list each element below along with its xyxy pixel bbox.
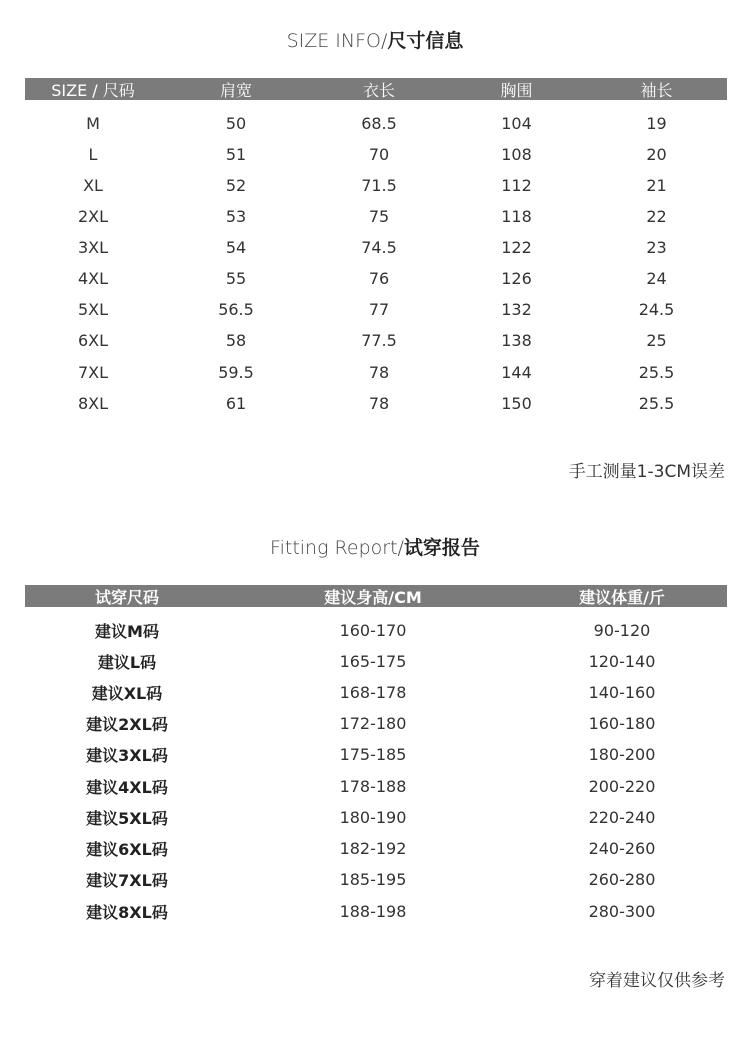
size-cell: 5XL: [77, 299, 109, 319]
fit-height-cell: 188-198: [339, 901, 407, 921]
table-row: [25, 297, 727, 321]
table-row: [25, 680, 727, 704]
chest-cell: 132: [501, 299, 532, 319]
fit-weight-cell: 200-220: [588, 776, 656, 796]
size-header-size: SIZE / 尺码: [51, 80, 135, 100]
fit-weight-cell: 280-300: [588, 901, 656, 921]
sleeve-cell: 22: [646, 206, 667, 226]
size-header-shoulder: 肩宽: [219, 80, 252, 100]
size-cell: 4XL: [77, 268, 109, 288]
table-row: [25, 899, 727, 923]
size-cell: M: [86, 113, 100, 133]
sleeve-cell: 19: [646, 113, 667, 133]
chest-cell: 104: [501, 113, 532, 133]
shoulder-cell: 54: [225, 237, 247, 257]
fitting-header-size: 试穿尺码: [94, 587, 159, 607]
length-cell: 68.5: [361, 113, 397, 133]
table-row: [25, 391, 727, 415]
table-row: [25, 742, 727, 766]
length-cell: 78: [368, 362, 390, 382]
table-row: [25, 328, 727, 352]
fit-weight-cell: 180-200: [588, 744, 656, 764]
size-info-title: [0, 26, 750, 53]
size-cell: XL: [83, 175, 103, 195]
fitting-header-weight: 建议体重/斤: [579, 587, 665, 607]
length-cell: 78: [368, 393, 390, 413]
shoulder-cell: 56.5: [218, 299, 254, 319]
fitting-report-title-en: Fitting Report/: [270, 537, 404, 559]
table-row: [25, 867, 727, 891]
size-info-title-en: SIZE INFO/: [286, 30, 388, 52]
shoulder-cell: 59.5: [218, 362, 254, 382]
length-cell: 76: [368, 268, 390, 288]
fitting-report-title-zh: 试穿报告: [403, 537, 480, 559]
fitting-report-title: [0, 533, 750, 560]
sleeve-cell: 21: [646, 175, 667, 195]
size-header-chest: 胸围: [500, 80, 533, 100]
fit-size-cell: 建议6XL码: [86, 839, 168, 859]
size-cell: L: [88, 144, 98, 164]
fit-weight-cell: 140-160: [588, 682, 656, 702]
fit-weight-cell: 120-140: [588, 651, 656, 671]
size-table-header: [25, 78, 727, 100]
chest-cell: 122: [501, 237, 532, 257]
fit-size-cell: 建议4XL码: [86, 777, 168, 797]
sleeve-cell: 25: [646, 330, 667, 350]
length-cell: 75: [368, 206, 390, 226]
table-row: [25, 111, 727, 135]
table-row: [25, 204, 727, 228]
chest-cell: 112: [501, 175, 532, 195]
length-cell: 77: [368, 299, 390, 319]
fit-size-cell: 建议5XL码: [86, 808, 168, 828]
measurement-note: 手工测量1-3CM误差: [568, 462, 725, 482]
table-row: [25, 774, 727, 798]
sleeve-cell: 25.5: [638, 362, 675, 382]
fit-height-cell: 168-178: [339, 682, 407, 702]
fitting-note: 穿着建议仅供参考: [589, 971, 725, 991]
size-header-length: 衣长: [362, 80, 395, 100]
fit-size-cell: 建议7XL码: [86, 870, 168, 890]
fit-size-cell: 建议3XL码: [86, 745, 168, 765]
size-header-sleeve: 袖长: [640, 80, 673, 100]
size-info-title-zh: 尺寸信息: [387, 30, 464, 52]
fit-weight-cell: 90-120: [593, 620, 651, 640]
size-cell: 2XL: [77, 206, 109, 226]
fit-size-cell: 建议M码: [95, 621, 159, 641]
table-row: [25, 836, 727, 860]
fit-height-cell: 182-192: [339, 838, 407, 858]
table-row: [25, 649, 727, 673]
fit-height-cell: 160-170: [339, 620, 407, 640]
fit-height-cell: 180-190: [339, 807, 407, 827]
chest-cell: 138: [501, 330, 532, 350]
fit-size-cell: 建议XL码: [91, 683, 163, 703]
sleeve-cell: 25.5: [638, 393, 675, 413]
chest-cell: 126: [501, 268, 532, 288]
shoulder-cell: 61: [225, 393, 247, 413]
shoulder-cell: 58: [225, 330, 247, 350]
table-row: [25, 360, 727, 384]
fit-weight-cell: 260-280: [588, 869, 656, 889]
size-cell: 8XL: [77, 393, 109, 413]
chest-cell: 150: [501, 393, 532, 413]
size-cell: 6XL: [77, 330, 109, 350]
fit-size-cell: 建议L码: [97, 652, 157, 672]
table-row: [25, 618, 727, 642]
fit-weight-cell: 220-240: [588, 807, 656, 827]
table-row: [25, 142, 727, 166]
length-cell: 74.5: [361, 237, 397, 257]
fitting-header-height: 建议身高/CM: [324, 587, 422, 607]
fit-size-cell: 建议8XL码: [86, 902, 168, 922]
fit-height-cell: 178-188: [339, 776, 407, 796]
sleeve-cell: 24.5: [638, 299, 675, 319]
shoulder-cell: 52: [225, 175, 247, 195]
shoulder-cell: 55: [225, 268, 247, 288]
sleeve-cell: 20: [646, 144, 667, 164]
fit-weight-cell: 240-260: [588, 838, 656, 858]
chest-cell: 144: [501, 362, 532, 382]
fitting-table-header: [25, 585, 727, 607]
table-row: [25, 805, 727, 829]
table-row: [25, 266, 727, 290]
fit-height-cell: 185-195: [339, 869, 407, 889]
fit-weight-cell: 160-180: [588, 713, 656, 733]
length-cell: 71.5: [361, 175, 397, 195]
length-cell: 70: [368, 144, 390, 164]
table-row: [25, 173, 727, 197]
size-cell: 3XL: [77, 237, 109, 257]
fit-height-cell: 165-175: [339, 651, 407, 671]
shoulder-cell: 53: [225, 206, 247, 226]
fit-height-cell: 175-185: [339, 744, 407, 764]
shoulder-cell: 50: [225, 113, 247, 133]
table-row: [25, 235, 727, 259]
sleeve-cell: 23: [646, 237, 667, 257]
table-row: [25, 711, 727, 735]
fit-height-cell: 172-180: [339, 713, 407, 733]
shoulder-cell: 51: [225, 144, 247, 164]
chest-cell: 108: [501, 144, 532, 164]
size-cell: 7XL: [77, 362, 109, 382]
fit-size-cell: 建议2XL码: [86, 714, 168, 734]
length-cell: 77.5: [361, 330, 397, 350]
sleeve-cell: 24: [646, 268, 667, 288]
chest-cell: 118: [501, 206, 532, 226]
